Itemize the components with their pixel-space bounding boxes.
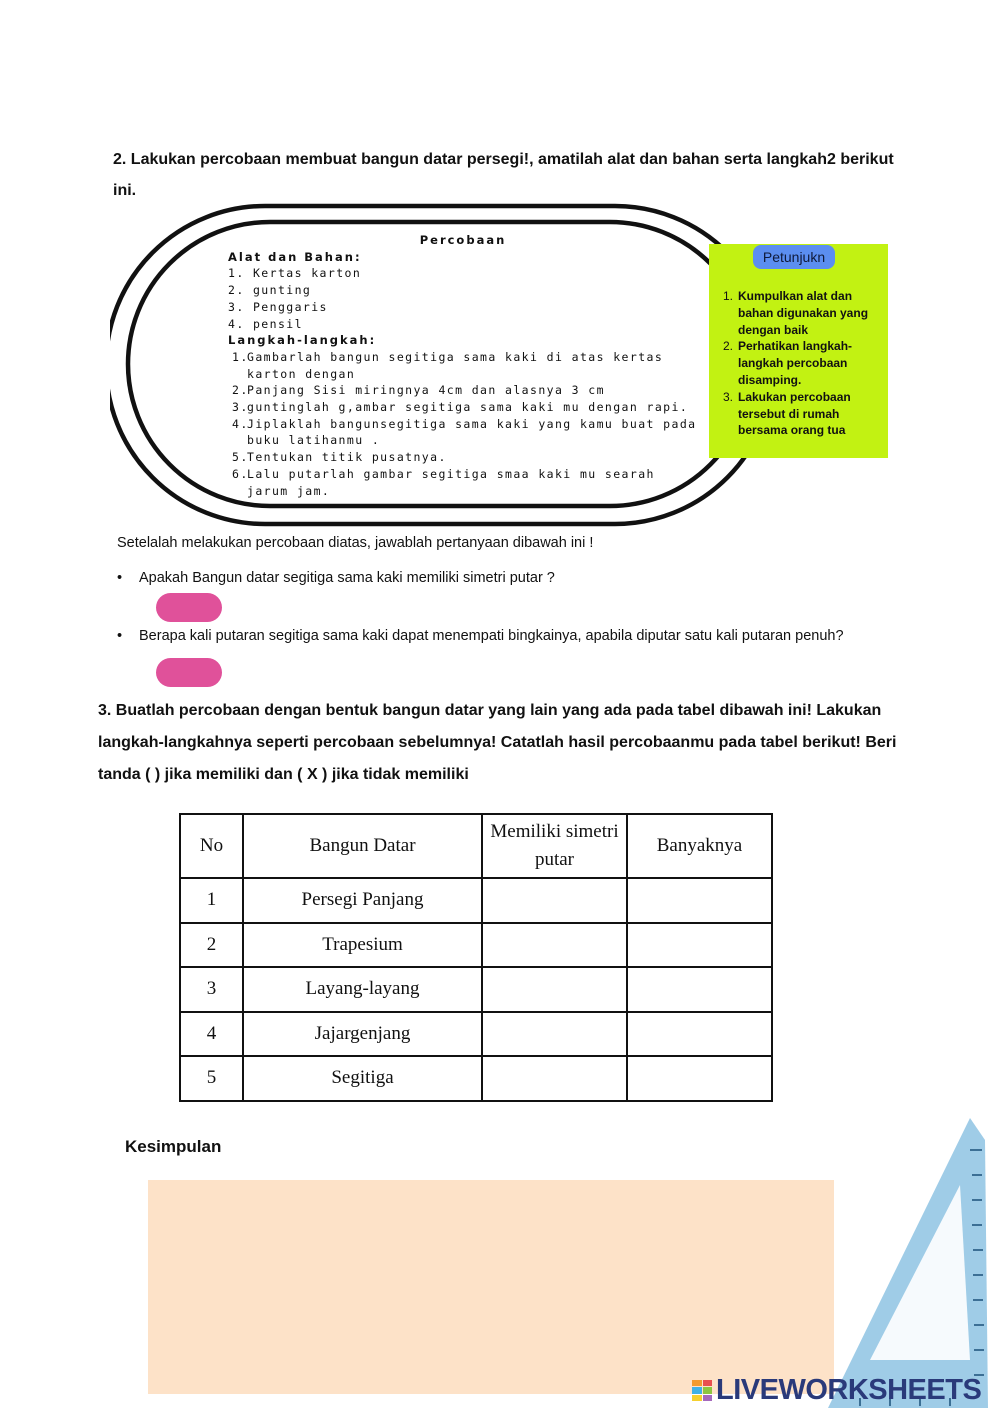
row-shape: Jajargenjang [243, 1012, 482, 1057]
step-item: 6. Lalu putarlah gambar segitiga smaa kaki mu searah jarum jam. [232, 466, 655, 498]
row-shape: Segitiga [243, 1056, 482, 1101]
row-no: 5 [180, 1056, 243, 1101]
table-row [180, 923, 772, 968]
petunjuk-item: 3. Lakukan percobaan tersebut di rumah bersama orang tua [723, 389, 851, 438]
symmetry-cell[interactable] [482, 923, 627, 968]
petunjuk-item: 1. Kumpulkan alat dan bahan digunakan yang dengan baik [723, 289, 869, 337]
tool-item: 4. pensil [228, 316, 303, 331]
symmetry-cell[interactable] [482, 1012, 627, 1057]
steps-heading: Langkah-langkah: [228, 333, 377, 348]
table-row [180, 967, 772, 1012]
triangle-ruler-icon [820, 1110, 995, 1410]
row-shape: Persegi Panjang [243, 878, 482, 923]
row-shape: Trapesium [243, 923, 482, 968]
petunjuk-panel [709, 244, 888, 458]
row-no: 3 [180, 967, 243, 1012]
conclusion-label: Kesimpulan [125, 1137, 222, 1156]
tool-item: 1. Kertas karton [228, 266, 362, 281]
symmetry-cell[interactable] [482, 967, 627, 1012]
row-no: 2 [180, 923, 243, 968]
table-row [180, 1056, 772, 1101]
step-item: 5. Tentukan titik pusatnya. [232, 450, 447, 465]
experiment-box [228, 232, 698, 499]
count-cell[interactable] [627, 1056, 772, 1101]
header-symmetry: Memiliki simetri putar [482, 814, 627, 878]
header-no: No [180, 814, 243, 878]
answer-input-2[interactable] [156, 658, 222, 687]
table-row [180, 878, 772, 923]
step-item: 2. Panjang Sisi miringnya 4cm dan alasnya 3 cm [232, 383, 605, 398]
count-cell[interactable] [627, 878, 772, 923]
tools-heading: Alat dan Bahan: [228, 249, 362, 264]
liveworksheets-logo: LIVEWORKSHEETS [692, 1374, 981, 1407]
tools-list [228, 265, 698, 332]
petunjuk-title: Petunjukn [753, 245, 835, 269]
row-no: 1 [180, 878, 243, 923]
count-cell[interactable] [627, 967, 772, 1012]
step-item: 4. Jiplaklah bangunsegitiga sama kaki yang kamu buat pada buku latihanmu . [232, 416, 697, 448]
conclusion-input[interactable] [148, 1180, 834, 1394]
symmetry-cell[interactable] [482, 1056, 627, 1101]
count-cell[interactable] [627, 1012, 772, 1057]
tool-item: 3. Penggaris [228, 299, 328, 314]
question-item: • Berapa kali putaran segitiga sama kaki dapat menempati bingkainya, apabila diputar satu kali putaran penuh? [117, 628, 844, 644]
logo-mark-icon [692, 1380, 712, 1402]
petunjuk-item: 2. Perhatikan langkah-langkah percobaan disamping. [723, 339, 853, 387]
step-item: 1. Gambarlah bangun segitiga sama kaki di atas kertas karton dengan [232, 349, 664, 381]
header-shape: Bangun Datar [243, 814, 482, 878]
header-count: Banyaknya [627, 814, 772, 878]
experiment-title: Percobaan [419, 233, 507, 247]
step-item: 3. guntinglah g,ambar segitiga sama kaki mu dengan rapi. [232, 400, 689, 415]
row-no: 4 [180, 1012, 243, 1057]
table-row [180, 1012, 772, 1057]
petunjuk-list [723, 288, 883, 439]
tool-item: 2. gunting [228, 283, 312, 298]
symmetry-cell[interactable] [482, 878, 627, 923]
answer-input-1[interactable] [156, 593, 222, 622]
row-shape: Layang-layang [243, 967, 482, 1012]
results-table [179, 813, 773, 1102]
steps-list [228, 349, 698, 499]
question-3-text: 3. Buatlah percobaan dengan bentuk bangun datar yang lain yang ada pada tabel dibawah ini! Lakukan langkah-langkahnya seperti percobaan sebelumnya! Catatlah hasil percobaanmu pada tabel berikut! Beri tanda ( ) jika memiliki dan ( X ) jika tidak memiliki [98, 702, 897, 783]
question-2-title: 2. Lakukan percobaan membuat bangun datar persegi!, amatilah alat dan bahan serta langkah2 berikut ini. [113, 151, 894, 199]
question-item: • Apakah Bangun datar segitiga sama kaki memiliki simetri putar ? [117, 570, 555, 586]
count-cell[interactable] [627, 923, 772, 968]
questions-intro: Setelalah melakukan percobaan diatas, jawablah pertanyaan dibawah ini ! [117, 535, 594, 551]
